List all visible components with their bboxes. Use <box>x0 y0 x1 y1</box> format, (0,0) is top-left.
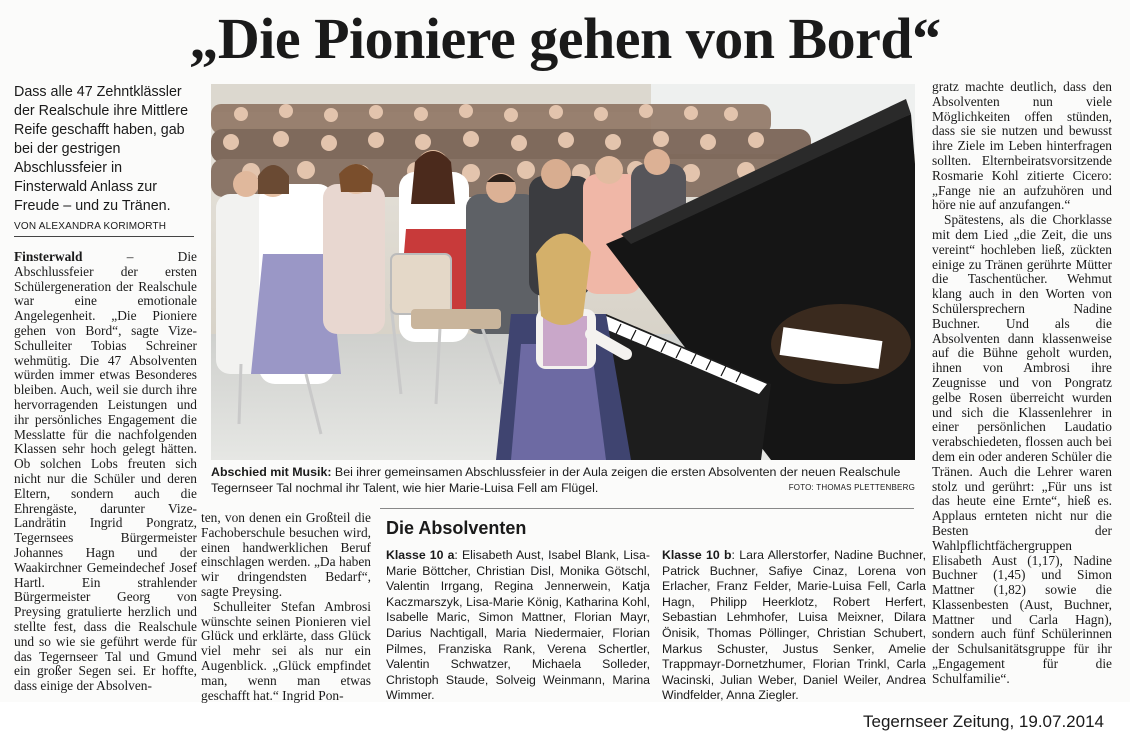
source-line: Tegernseer Zeitung, 19.07.2014 <box>862 712 1104 731</box>
class-a-label: Klasse 10 a <box>386 548 455 562</box>
byline-divider <box>14 236 194 237</box>
article-column-2 <box>201 511 371 703</box>
class-a-names: : Elisabeth Aust, Isabel Blank, Lisa-Marie Böttcher, Christian Disl, Monika Götschl, Valentin Irrgang, Regina Jennerwein, Katja Kaczmarszyk, Lisa-Marie König, Katharina Kohl, Isabelle Maric, Simon Mattner, Florian Mayr, Darius Nachtigall, Maria Niedermaier, Florian Pilmes, Franziska Rank, Verena Schertler, Valentin Schwatzer, Michaela Solleder, Christoph Staude, Solveig Weinmann, Marina Wimmer. <box>386 548 650 703</box>
graduates-class-a <box>386 548 650 704</box>
article-paragraph: Spätestens, als die Chorklasse mit dem Lied „die Zeit, die uns vereint“ hochleben ließ, zückten einige zu Tränen gerührte Mütter die Taschentücher. Wehmut klang auch in den Worten von Schülersprechern Nadine Buchner. Und als die Absolventen dann klassenweise auf die Bühne geholt wurden, ihnen von Ambrosi ihre Zeugnisse und von Pongratz gelbe Rosen überreicht wurden und sich die Klassenlehrer in einer persönlichen Laudatio verabschiedeten, flossen auch bei dem ein oder anderen Schüler die Tränen. Auch die Lehrer waren stolz und gerührt: „Für uns ist das heute eine Ernte“, hieß es. Applaus ernteten nicht nur die Besten der Wahlpflichtfächergruppen Elisabeth Aust (1,17), Nadine Buchner (1,45) und Simon Mattner (1,82) sowie die Klassenbesten (Aust, Buchner, Mattner und Carla Hagn), sondern auch fünf Schülerinnen der Schulsanitätsgruppe für ihr „Engagement für die Schulfamilie“. <box>932 212 1112 686</box>
article-teaser: Dass alle 47 Zehntklässler der Realschule ihre Mittlere Reife geschafft haben, gab bei der gestrigen Abschlussfeier in Finsterwald Anlass zur Freude – und zu Tränen. <box>14 84 189 214</box>
article-paragraph: Schulleiter Stefan Ambrosi wünschte seinen Pionieren viel Glück und erklärte, dass Glück viel mehr sei als nur ein Augenblick. „Glück empfindet man, wenn man etwas geschafft hat.“ Ingrid Pon- <box>201 598 371 703</box>
photo-caption <box>211 464 915 496</box>
article-paragraph: gratz machte deutlich, dass den Absolventen nun viele Möglichkeiten offen stünden, dass sie sie nutzen und bewusst ihre Ziele im Leben hinterfragen sollten. Elternbeiratsvorsitzende Rosmarie Kohl zitierte Cicero: „Fange nie an aufzuhören und höre nie auf anzufangen.“ <box>932 79 1112 213</box>
caption-lead: Abschied mit Musik: <box>211 465 332 479</box>
caption-divider <box>380 508 914 509</box>
article-paragraph: ten, von denen ein Großteil die Fachoberschule besuchen wird, einen handwerklichen Beruf einschlagen werden. „Da haben wir dringendsten Bedarf“, sagte Preysing. <box>201 510 371 599</box>
article-byline: VON ALEXANDRA KORIMORTH <box>14 221 167 232</box>
article-paragraph <box>14 250 197 694</box>
photo-illustration <box>211 84 915 460</box>
article-photo <box>211 84 915 460</box>
graduates-box-title: Die Absolventen <box>386 518 527 538</box>
class-b-label: Klasse 10 b <box>662 548 732 562</box>
article-headline: „Die Pioniere gehen von Bord“ <box>189 6 941 71</box>
article-dateline: Finsterwald <box>14 249 83 264</box>
caption-text: Bei ihrer gemeinsamen Abschlussfeier in der Aula zeigen die ersten Absolventen der neuen Realschule Tegernseer Tal nochmal ihr Talent, wie hier Marie-Luisa Fell am Flügel. <box>211 465 901 495</box>
article-column-right <box>932 80 1112 687</box>
article-column-1 <box>14 250 197 694</box>
class-b-names: : Lara Allerstorfer, Nadine Buchner, Patrick Buchner, Safiye Cinaz, Lorena von Erlacher, Franz Felder, Marie-Luisa Fell, Carla Hagn, Philipp Heerklotz, Robert Herfert, Sebastian Lehmhofer, Luisa Meixner, Dilara Önisik, Thomas Pöllinger, Christian Schubert, Markus Schuster, Justus Senker, Amelie Trappmayr-Dornetzhumer, Florian Trinkl, Carla Wacinski, Julian Weber, Daniel Weiler, Andrea Windfelder, Anna Ziegler. <box>662 548 926 703</box>
article-text: – Die Abschlussfeier der ersten Schülergeneration der Realschule war eine emotionale Angelegenheit. „Die Pioniere gehen von Bord“, sagte Vize-Schulleiter Tobias Schreiner wehmütig. Die 47 Absolventen würden immer etwas Besonderes bleiben. Auch, weil sie durch ihre hervorragenden Leistungen und ihr persönliches Engagement die Messlatte für die nachfolgenden Klassen sehr hoch gelegt hätten. Ob solchen Lobs freuten sich nicht nur die Schüler und deren Eltern, sondern auch die Ehrengäste, darunter Vize-Landrätin Ingrid Pongratz, Tegernsees Bürgermeister Johannes Hagn und der Waakirchner Gemeindechef Josef Hartl. Ein strahlender Bürgermeister Georg von Preysing gratulierte herzlich und stellte fest, dass die Realschule und so wie sie geführt werde für das Tegernseer Tal und Gmund ein großer Segen sei. Er hoffte, dass einige der Absolven- <box>14 249 197 694</box>
graduates-class-b <box>662 548 926 704</box>
photo-credit: FOTO: THOMAS PLETTENBERG <box>788 483 915 492</box>
